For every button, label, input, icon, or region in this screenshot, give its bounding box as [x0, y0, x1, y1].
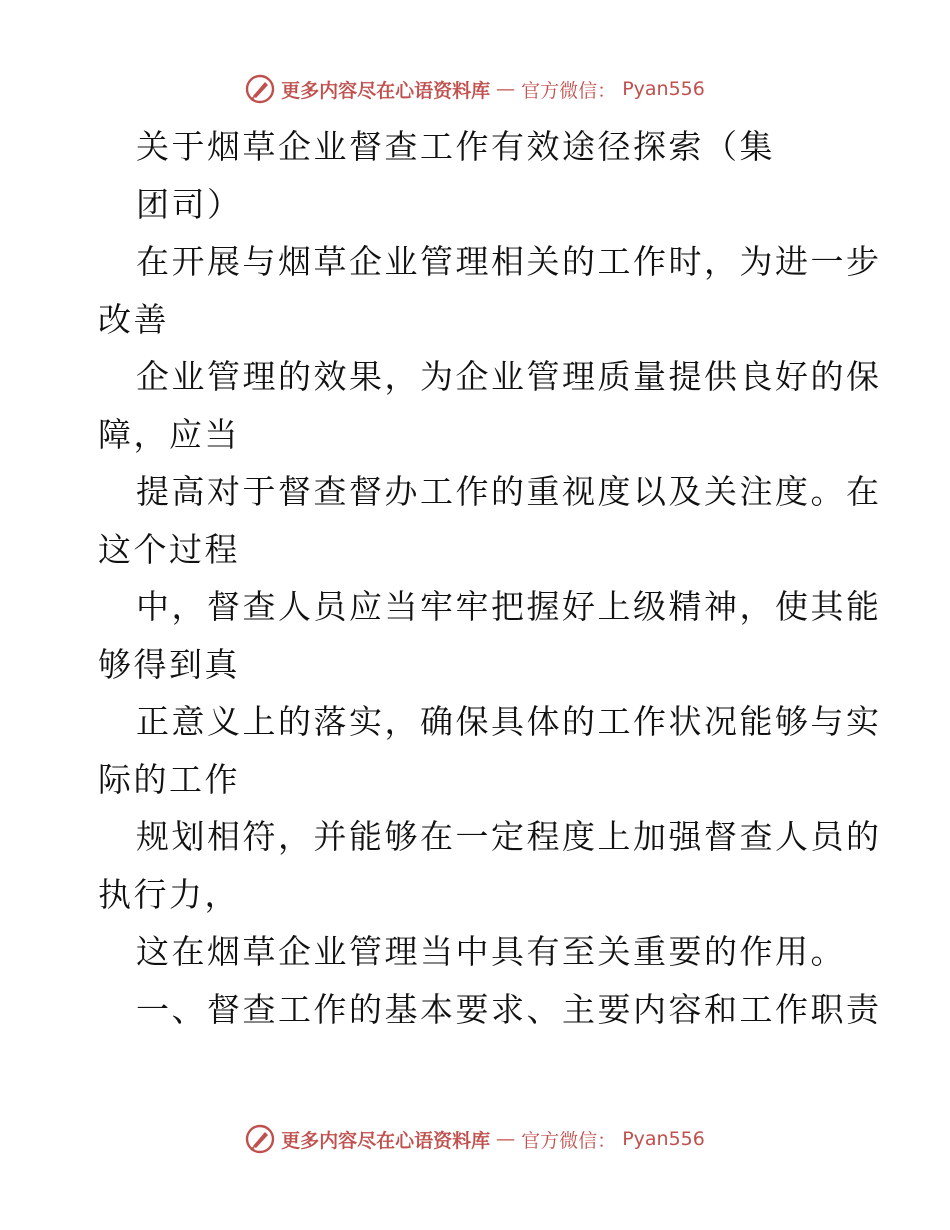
footer-banner — [0, 1122, 950, 1156]
document-body — [98, 118, 882, 1038]
doc-line-4: 改善 — [98, 299, 169, 339]
doc-line-7: 提高对于督查督办工作的重视度以及关注度。在 — [136, 472, 882, 511]
header-wechat-id: Pyan556 — [622, 78, 705, 100]
doc-line-16: 一、督查工作的基本要求、主要内容和工作职责 — [136, 989, 882, 1029]
header-banner-text: 更多内容尽在心语资料库 — [281, 79, 491, 102]
doc-line-14: 执行力， — [98, 874, 240, 914]
footer-banner-dash: — — [496, 1128, 516, 1150]
doc-line-15: 这在烟草企业管理当中具有至关重要的作用。 — [136, 932, 846, 971]
doc-line-1: 关于烟草企业督查工作有效途径探索（集 — [136, 127, 775, 166]
doc-line-9: 中，督查人员应当牢牢把握好上级精神，使其能 — [136, 587, 882, 626]
footer-banner-text: 更多内容尽在心语资料库 — [281, 1129, 491, 1152]
doc-line-5: 企业管理的效果，为企业管理质量提供良好的保 — [136, 357, 882, 396]
header-wechat-label: 官方微信： — [521, 79, 617, 102]
header-banner-dash: — — [496, 78, 516, 100]
footer-wechat-id: Pyan556 — [622, 1128, 705, 1150]
doc-line-8: 这个过程 — [98, 529, 240, 569]
feather-pen-seal-icon — [245, 74, 275, 104]
footer-wechat-label: 官方微信： — [521, 1129, 617, 1152]
feather-pen-seal-icon — [245, 1124, 275, 1154]
doc-line-13: 规划相符，并能够在一定程度上加强督查人员的 — [136, 817, 882, 856]
header-banner — [0, 72, 950, 106]
doc-line-11: 正意义上的落实，确保具体的工作状况能够与实 — [136, 702, 882, 741]
doc-line-3: 在开展与烟草企业管理相关的工作时，为进一步 — [136, 242, 882, 281]
doc-line-6: 障，应当 — [98, 414, 240, 454]
doc-line-2: 团司） — [136, 184, 243, 224]
doc-line-10: 够得到真 — [98, 644, 240, 684]
doc-line-12: 际的工作 — [98, 759, 240, 799]
